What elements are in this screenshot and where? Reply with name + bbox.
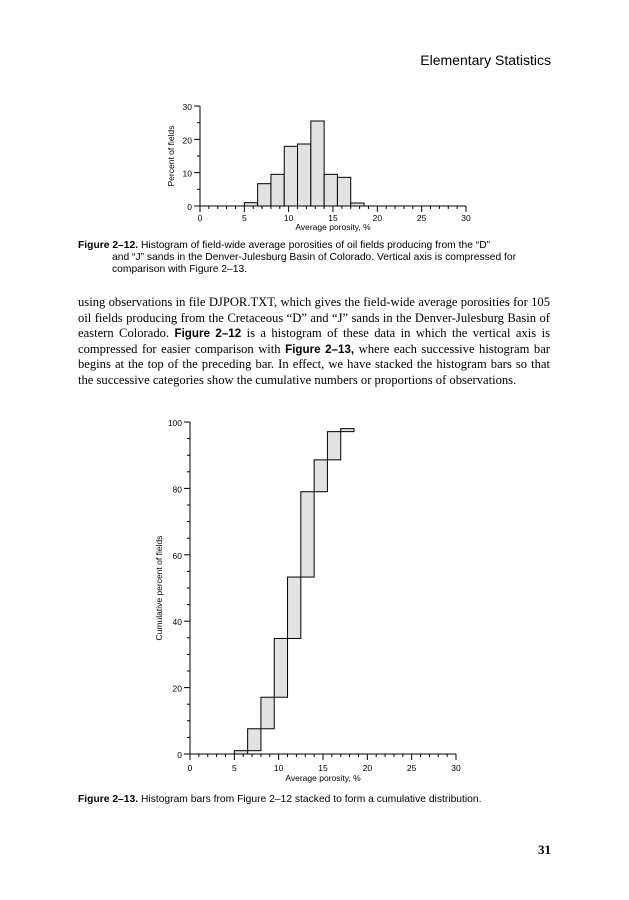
x-tick-label: 15 bbox=[328, 213, 338, 223]
x-axis-label: Average porosity, % bbox=[295, 222, 371, 232]
figure-ref-2-12: Figure 2–12 bbox=[174, 327, 242, 340]
x-tick-label: 30 bbox=[461, 213, 471, 223]
bar-0 bbox=[234, 751, 247, 754]
x-tick-label: 0 bbox=[197, 213, 203, 223]
bar-5 bbox=[301, 492, 314, 577]
figure-2-12-caption bbox=[78, 240, 554, 276]
bar-3 bbox=[274, 638, 287, 697]
x-tick-label: 5 bbox=[241, 213, 247, 223]
y-tick-label: 100 bbox=[167, 418, 182, 428]
x-tick-label: 10 bbox=[273, 763, 284, 773]
body-text-3: where each successive histogram bar begins at the top of the preceding bar. In effect, we have stacked the histogram bars so that the successive categories show the cumulative numbers or proportions of observations. bbox=[78, 341, 550, 387]
x-tick-label: 5 bbox=[231, 763, 237, 773]
y-axis-label: Cumulative percent of fields bbox=[154, 535, 164, 641]
y-tick-label: 60 bbox=[172, 550, 182, 561]
bar-2 bbox=[271, 174, 284, 206]
running-title: Elementary Statistics bbox=[420, 52, 551, 68]
bar-7 bbox=[327, 432, 340, 460]
x-tick-label: 25 bbox=[416, 213, 427, 223]
caption-rest: and “J” sands in the Denver-Julesburg Basin of Colorado. Vertical axis is compressed for comparison with Figure 2–13. bbox=[112, 252, 517, 275]
y-tick-label: 40 bbox=[172, 617, 182, 628]
x-tick-label: 20 bbox=[362, 763, 373, 773]
y-tick-label: 0 bbox=[177, 750, 182, 760]
x-tick-label: 15 bbox=[318, 763, 328, 773]
y-tick-label: 10 bbox=[182, 168, 192, 179]
caption-text-2: Histogram bars from Figure 2–12 stacked to form a cumulative distribution. bbox=[140, 794, 482, 805]
bar-2 bbox=[261, 697, 274, 729]
x-axis-label: Average porosity, % bbox=[285, 773, 361, 783]
bar-1 bbox=[258, 184, 271, 206]
body-text-2: is a histogram of these data in which the vertical axis is compressed for easier comparison with bbox=[78, 326, 550, 356]
bar-4 bbox=[288, 577, 301, 638]
caption-line1: Histogram of field-wide average porosities of oil fields producing from the “D” bbox=[140, 240, 491, 251]
body-text-1: using observations in file DJPOR.TXT, which gives the field-wide average porosities for 105 oil fields producing from the Cretaceous “D” and “J” sands in the Denver-Julesburg Basin of eastern Colorado. bbox=[78, 295, 550, 340]
caption-label-2: Figure 2–13. bbox=[78, 794, 139, 805]
figure-2-13-caption bbox=[78, 794, 558, 806]
x-tick-label: 20 bbox=[372, 213, 383, 223]
y-tick-label: 0 bbox=[187, 202, 192, 212]
x-tick-label: 10 bbox=[283, 213, 294, 223]
bar-6 bbox=[324, 174, 337, 206]
x-tick-label: 30 bbox=[451, 763, 461, 773]
bar-1 bbox=[248, 729, 261, 751]
bar-5 bbox=[311, 121, 324, 206]
page-number: 31 bbox=[538, 842, 551, 857]
histogram-chart bbox=[0, 0, 629, 240]
body-paragraph bbox=[78, 295, 550, 388]
y-tick-label: 30 bbox=[182, 102, 192, 112]
x-tick-label: 25 bbox=[406, 763, 417, 773]
bar-8 bbox=[341, 429, 354, 432]
caption-label: Figure 2–12. bbox=[78, 240, 139, 251]
x-tick-label: 0 bbox=[187, 763, 193, 773]
bar-7 bbox=[337, 177, 350, 206]
figure-ref-2-13: Figure 2–13, bbox=[285, 342, 355, 356]
y-axis-label: Percent of fields bbox=[166, 125, 176, 187]
y-tick-label: 20 bbox=[182, 135, 192, 146]
y-tick-label: 20 bbox=[172, 683, 182, 694]
y-tick-label: 80 bbox=[172, 484, 182, 495]
bar-3 bbox=[284, 146, 297, 206]
bar-4 bbox=[298, 144, 311, 206]
bar-6 bbox=[314, 460, 327, 492]
